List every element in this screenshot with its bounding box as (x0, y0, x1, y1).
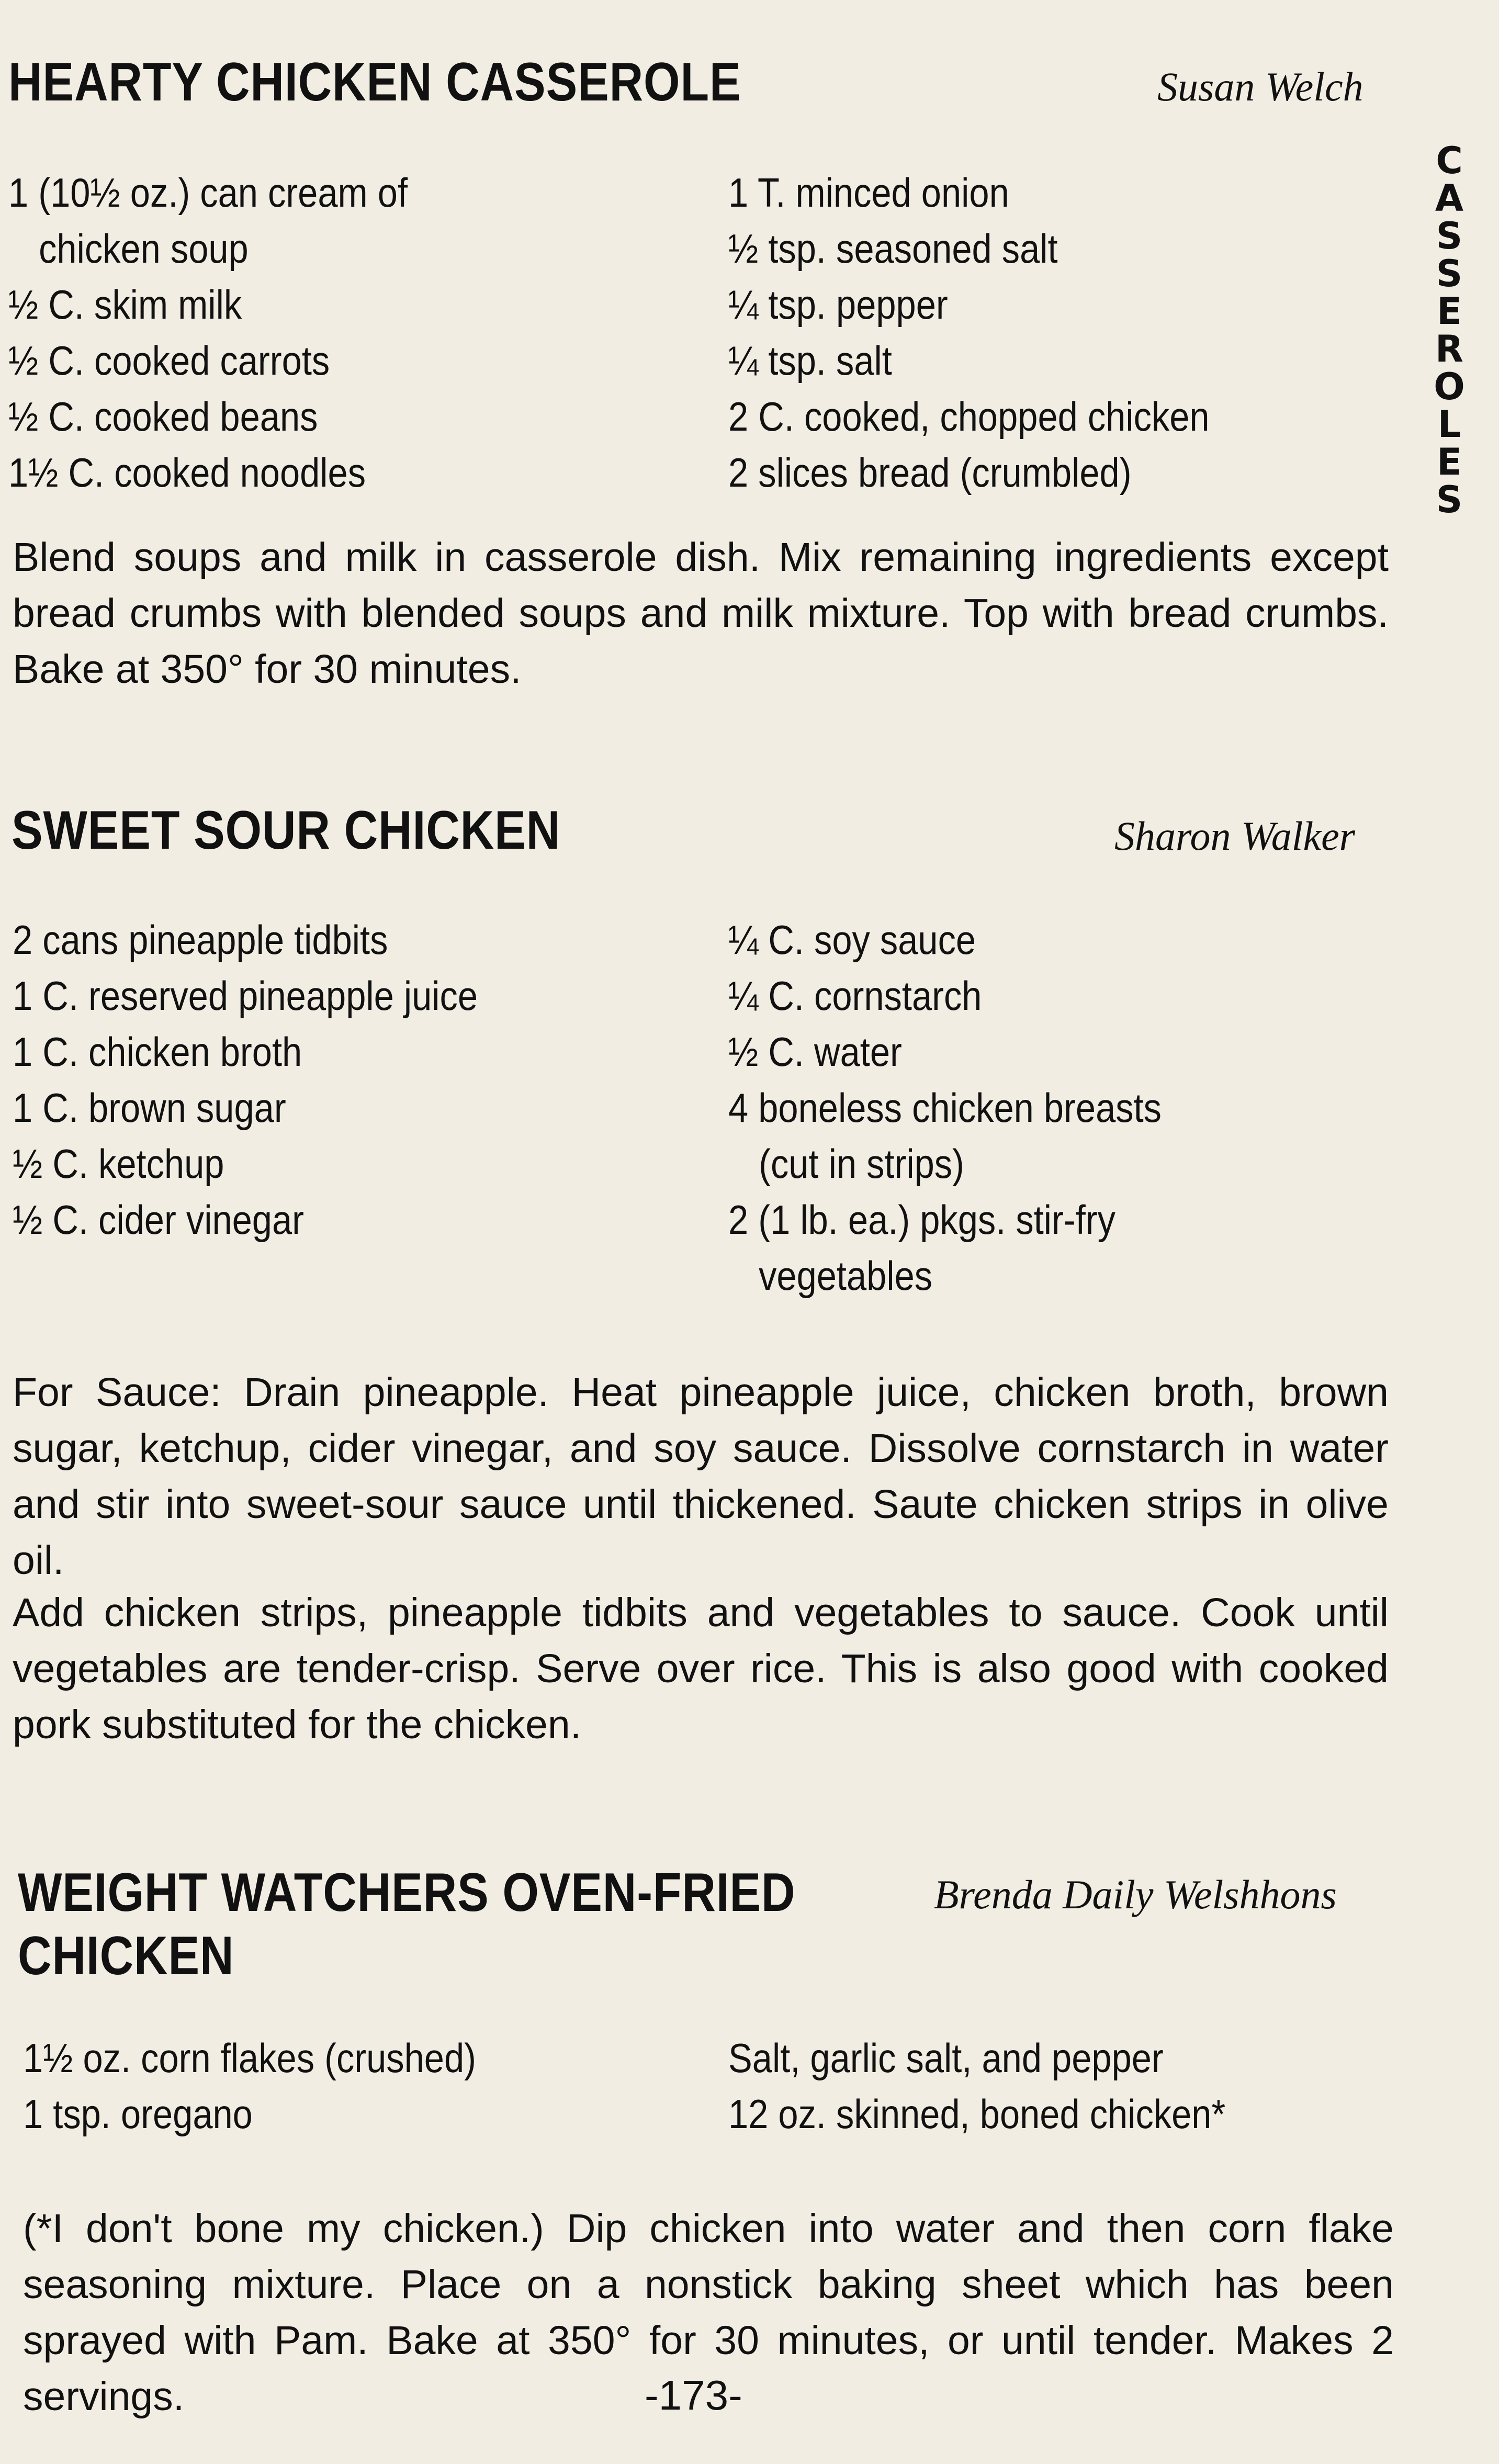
page-number: -173- (645, 2372, 742, 2418)
ingredient-item: ½ C. cooked beans (8, 393, 318, 440)
ingredient-list-left (8, 165, 644, 501)
ingredient-item: ½ C. cider vinegar (13, 1197, 304, 1243)
recipe-title: WEIGHT WATCHERS OVEN-FRIED (18, 1862, 796, 1923)
recipe-directions (13, 530, 1389, 697)
ingredient-item: 2 cans pineapple tidbits (13, 917, 388, 963)
section-tab-letter: S (1436, 478, 1463, 521)
recipe-author: Brenda Daily Welshhons (934, 1872, 1337, 1917)
ingredient-list-right (728, 2030, 1317, 2142)
ingredient-item: ¼ tsp. pepper (728, 282, 948, 328)
directions-paragraph: Add chicken strips, pineapple tidbits and vegetables to sauce. Cook until vegetables are tender-crisp. Serve over rice. This is also good with cooked pork substituted for the chicken. (13, 1590, 1389, 1747)
section-tab-letter: A (1435, 177, 1464, 220)
ingredient-item: ½ C. cooked carrots (8, 337, 330, 384)
ingredient-item: 2 C. cooked, chopped chicken (728, 393, 1210, 440)
ingredient-item: 1 (10½ oz.) can cream of (8, 170, 408, 216)
ingredient-item: 1 C. brown sugar (13, 1085, 286, 1131)
ingredient-item: 1 tsp. oregano (23, 2091, 253, 2137)
ingredient-item: ½ C. ketchup (13, 1141, 224, 1187)
ingredient-item: 1 C. chicken broth (13, 1029, 302, 1075)
recipe-directions (13, 1585, 1389, 1753)
section-tab-casseroles (1427, 139, 1471, 521)
directions-paragraph: For Sauce: Drain pineapple. Heat pineapple juice, chicken broth, brown sugar, ketchup, cider vinegar, and soy sauce. Dissolve cornstarch in water and stir into sweet-sour sauce until thickened. Saute chicken strips in olive oil. (13, 1370, 1389, 1583)
ingredient-item: ½ tsp. seasoned salt (728, 226, 1058, 272)
section-tab-letter: S (1436, 215, 1463, 257)
recipe-author: Susan Welch (1157, 64, 1363, 109)
ingredient-item: vegetables (759, 1253, 933, 1299)
section-tab-letter: E (1437, 290, 1462, 333)
ingredient-item: Salt, garlic salt, and pepper (728, 2035, 1164, 2081)
recipe-title-continued: CHICKEN (18, 1926, 234, 1986)
ingredient-item: 4 boneless chicken breasts (728, 1085, 1162, 1131)
ingredient-item: 1½ oz. corn flakes (crushed) (23, 2035, 477, 2081)
ingredient-item: ½ C. skim milk (8, 282, 242, 328)
ingredient-item: 1 C. reserved pineapple juice (13, 973, 478, 1019)
recipe-author: Sharon Walker (1114, 813, 1356, 859)
section-tab-letter: O (1434, 365, 1465, 408)
section-tab-letter: C (1436, 139, 1463, 182)
section-tab-letter: R (1435, 328, 1463, 370)
ingredient-item: ½ C. water (728, 1029, 902, 1075)
ingredient-list-left (23, 2030, 658, 2142)
ingredient-item: 2 slices bread (crumbled) (728, 449, 1132, 496)
recipe-title: HEARTY CHICKEN CASSEROLE (8, 52, 741, 112)
ingredient-item: 1 T. minced onion (728, 170, 1009, 216)
ingredient-item: chicken soup (39, 226, 249, 272)
section-tab-letter: S (1436, 252, 1463, 295)
ingredient-item: 12 oz. skinned, boned chicken* (728, 2091, 1226, 2137)
ingredient-item: 1½ C. cooked noodles (8, 449, 366, 496)
ingredient-item: (cut in strips) (759, 1141, 964, 1187)
ingredient-list-left (13, 912, 648, 1248)
ingredient-item: ¼ C. soy sauce (728, 917, 976, 963)
recipe-title: SWEET SOUR CHICKEN (12, 800, 561, 861)
directions-paragraph: (*I don't bone my chicken.) Dip chicken into water and then corn flake seasoning mixture. Place on a nonstick baking sheet which has been sprayed with Pam. Bake at 350° for 30 minutes, or until tender. Makes 2 servings. (23, 2206, 1394, 2419)
ingredient-list-right (728, 912, 1317, 1304)
ingredient-item: ¼ tsp. salt (728, 337, 892, 384)
directions-paragraph: Blend soups and milk in casserole dish. Mix remaining ingredients except bread crumbs with blended soups and milk mixture. Top with bread crumbs. Bake at 350° for 30 minutes. (13, 535, 1389, 692)
section-tab-letter: E (1437, 441, 1462, 483)
section-tab-letter: L (1437, 403, 1461, 446)
recipe-directions (13, 1365, 1389, 1589)
ingredient-item: 2 (1 lb. ea.) pkgs. stir-fry (728, 1197, 1115, 1243)
ingredient-item: ¼ C. cornstarch (728, 973, 982, 1019)
ingredient-list-right (728, 165, 1317, 501)
